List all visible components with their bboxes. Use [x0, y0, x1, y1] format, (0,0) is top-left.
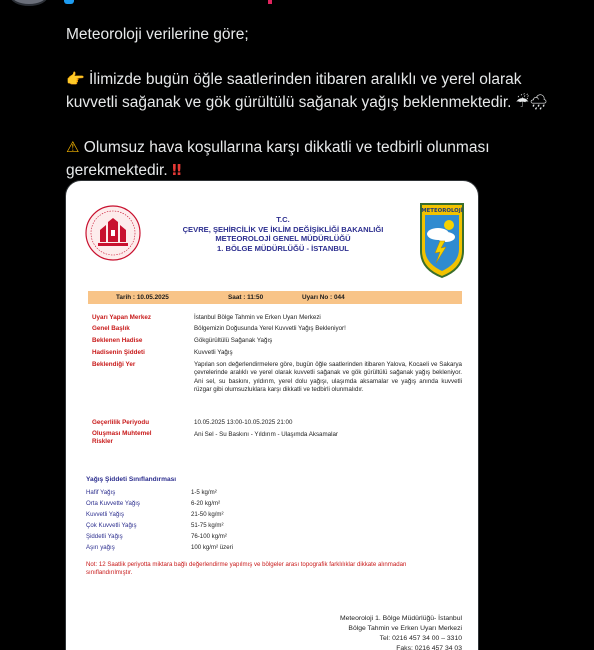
label-expected-location: Beklendiği Yer: [92, 361, 136, 368]
date-time-bar: [88, 291, 462, 304]
label-possible-risks-1: Oluşması Muhtemel: [92, 430, 152, 437]
class-label: Aşırı yağış: [86, 544, 115, 551]
class-value: 100 kg/m² üzeri: [191, 544, 233, 551]
ministry-logo-icon: [84, 204, 142, 262]
tweet-intro: Meteoroloji verilerine göre;: [66, 26, 249, 43]
value-event-severity: Kuvvetli Yağış: [194, 349, 233, 356]
class-value: 1-5 kg/m²: [191, 489, 217, 496]
met-logo-text: METEOROLOJİ: [421, 208, 463, 214]
header-tc: T.C.: [276, 215, 290, 224]
value-general-title: Bölgemizin Doğusunda Yerel Kuvvetli Yağış Bekleniyor!: [194, 325, 346, 332]
label-validity-period: Geçerlilik Periyodu: [92, 419, 150, 426]
classification-row: [86, 521, 346, 530]
double-exclamation-icon: ‼: [171, 161, 182, 179]
label-general-title: Genel Başlık: [92, 325, 130, 332]
footer-line: Meteoroloji 1. Bölge Müdürlüğü- İstanbul: [339, 615, 462, 622]
classification-row: [86, 532, 346, 541]
classification-row: [86, 543, 346, 552]
header-regional-directorate: 1. BÖLGE MÜDÜRLÜĞÜ - İSTANBUL: [217, 243, 349, 253]
tweet-body: [66, 24, 566, 182]
footer-line: Tel: 0216 457 34 00 – 3310: [379, 635, 462, 642]
verified-badge-icon: [64, 0, 74, 4]
footer-line: Bölge Tahmin ve Erken Uyarı Merkezi: [348, 625, 462, 632]
label-event-severity: Hadisenin Şiddeti: [92, 349, 145, 356]
classification-title: Yağış Şiddeti Sınıflandırması: [86, 476, 177, 483]
tweet-paragraph-1: [66, 68, 566, 114]
class-label: Şiddetli Yağış: [86, 533, 123, 540]
pointing-hand-icon: 👉: [66, 70, 85, 88]
classification-row: [86, 499, 346, 508]
class-value: 51-75 kg/m²: [191, 522, 224, 529]
tweet-paragraph-2: [66, 136, 566, 182]
value-validity-period: 10.05.2025 13:00-10.05.2025 21:00: [194, 419, 293, 426]
classification-row: [86, 488, 346, 497]
tweet-image-warning-document[interactable]: [65, 180, 479, 650]
label-issuing-center: Uyarı Yapan Merkez: [92, 314, 152, 321]
class-label: Çok Kuvvetli Yağış: [86, 522, 137, 529]
footer-line: Faks: 0216 457 34 03: [396, 645, 462, 650]
class-value: 21-50 kg/m²: [191, 511, 224, 518]
class-value: 76-100 kg/m²: [191, 533, 227, 540]
tweet-line-1: İlimizde bugün öğle saatlerinden itibaren aralıklı ve yerel olarak kuvvetli sağanak ve gök gürültülü sağanak yağış beklenmektedir.: [66, 71, 522, 111]
rain-umbrella-icon: ☔🌧: [515, 93, 549, 111]
warning-icon: ⚠: [66, 138, 80, 156]
tweet-line-2: Olumsuz hava koşullarına karşı dikkatli ve tedbirli olunması gerekmektedir.: [66, 139, 490, 179]
warning-date: Tarih : 10.05.2025: [116, 294, 169, 301]
avatar[interactable]: [10, 0, 48, 6]
document-header: [148, 215, 418, 253]
header-general-directorate: METEOROLOJİ GENEL MÜDÜRLÜĞÜ: [215, 234, 351, 243]
label-expected-event: Beklenen Hadise: [92, 337, 143, 344]
label-possible-risks-2: Riskler: [92, 438, 114, 445]
value-possible-risks: Ani Sel - Su Baskını - Yıldırım - Ulaşımda Aksamalar: [194, 431, 338, 438]
class-label: Orta Kuvvette Yağış: [86, 500, 140, 507]
meteoroloji-logo-icon: [418, 201, 466, 279]
classification-note: Not: 12 Saatlik periyotta miktara bağlı değerlendirme yapılmış ve bölgeler arası topografik farklılıklar dikkate alınmadan sınıflandırılmıştır.: [86, 561, 407, 576]
value-issuing-center: İstanbul Bölge Tahmin ve Erken Uyarı Merkezi: [194, 314, 321, 321]
value-expected-event: Gökgürültülü Sağanak Yağış: [194, 337, 273, 344]
value-expected-location: Yapılan son değerlendirmelere göre, bugün öğle saatlerinden itibaren Yalova, Kocaeli ve Sakarya çevrelerinde aralıklı ve yerel olarak kuvvetli sağanak ve gök gürültülü sağanak yağış bekleniyor. Ani sel, su baskını, yıldırım, yerel dolu yağışı, ulaşımda aksamalar ve yağış anında kuvvetli rüzgar gibi olumsuzluklara karşı dikkatli ve tedbirli olunmalıdır.: [194, 361, 462, 394]
header-ministry: ÇEVRE, ŞEHİRCİLİK VE İKLİM DEĞİŞİKLİĞİ BAKANLIĞI: [182, 224, 384, 234]
previous-tweet-edge: [0, 0, 594, 8]
warning-number: Uyarı No : 044: [302, 294, 345, 301]
classification-row: [86, 510, 346, 519]
class-value: 6-20 kg/m²: [191, 500, 221, 507]
class-label: Kuvvetli Yağış: [86, 511, 125, 518]
warning-time: Saat : 11:50: [228, 294, 264, 301]
class-label: Hafif Yağış: [86, 489, 116, 496]
red-mark-icon: [268, 0, 272, 4]
